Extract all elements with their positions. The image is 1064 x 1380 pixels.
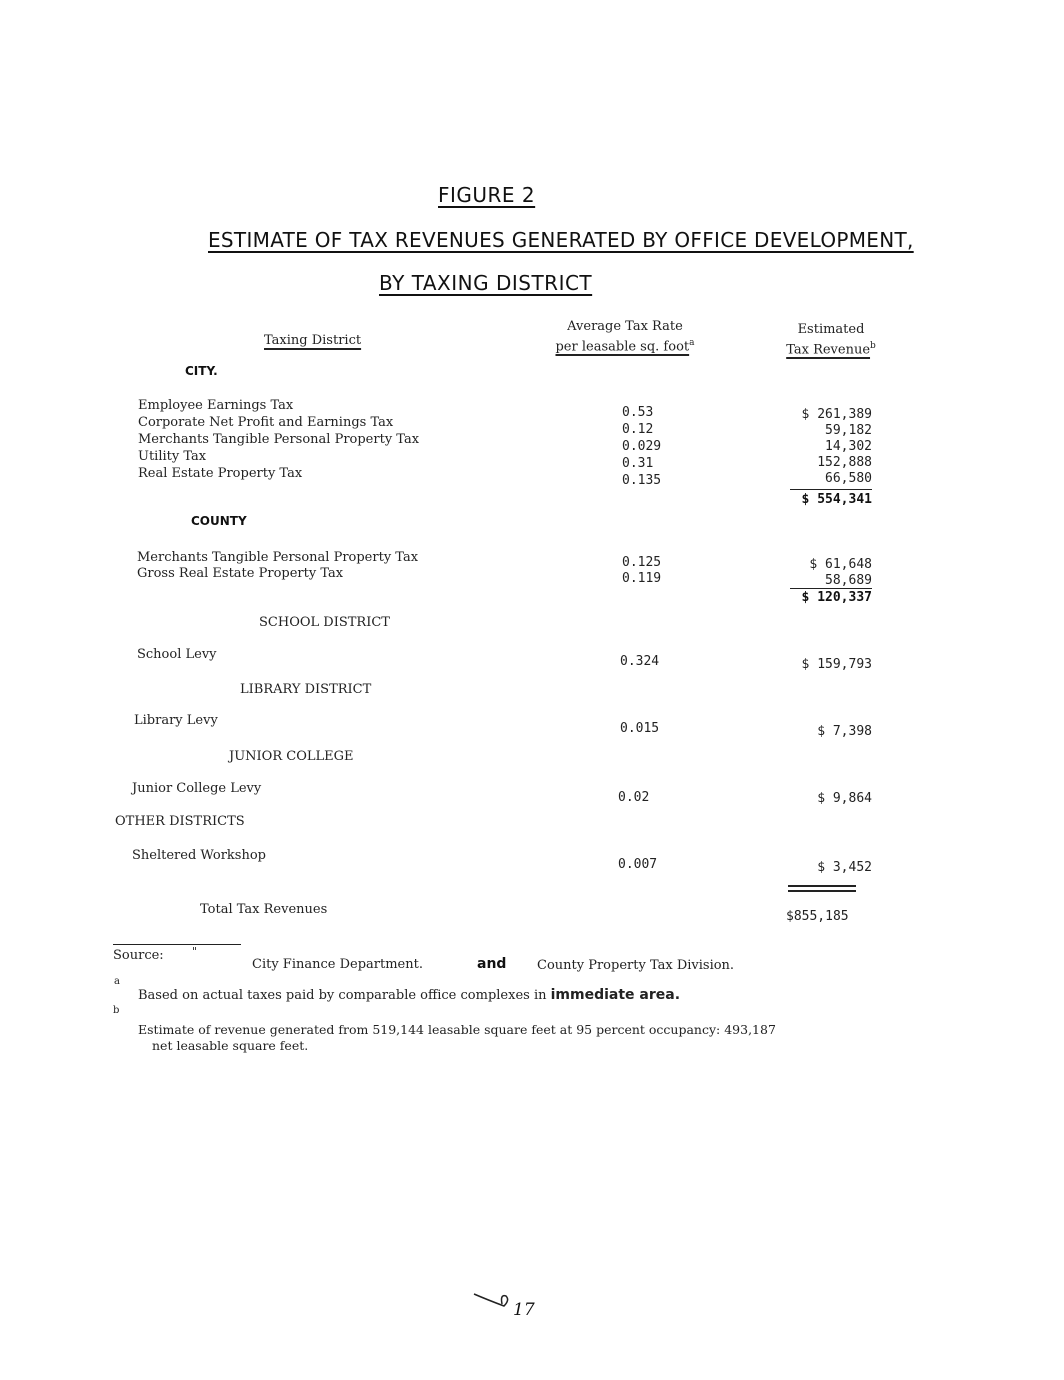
revenue-value: 66,580 bbox=[825, 471, 872, 486]
source-part2: County Property Tax Division. bbox=[537, 958, 735, 973]
list-item: Corporate Net Profit and Earnings Tax bbox=[138, 415, 394, 430]
col-header-revenue-line2-wrap bbox=[776, 338, 886, 358]
divider bbox=[788, 890, 856, 892]
revenue-value: $ 159,793 bbox=[801, 657, 872, 672]
col-header-revenue bbox=[776, 322, 886, 358]
figure-label: FIGURE 2 bbox=[438, 183, 536, 207]
source-mark: " bbox=[192, 945, 198, 958]
source-part1: City Finance Department. bbox=[252, 957, 423, 972]
rate-value: 0.02 bbox=[618, 790, 650, 805]
rate-value: 0.029 bbox=[622, 439, 662, 454]
list-item: Gross Real Estate Property Tax bbox=[137, 566, 344, 581]
total-label: Total Tax Revenues bbox=[200, 902, 328, 917]
footnote-b-line1: Estimate of revenue generated from 519,144 leasable square feet at 95 percent occupancy: 493,187 bbox=[138, 1022, 776, 1037]
revenue-value: $ 3,452 bbox=[817, 860, 872, 875]
footnote-a-text bbox=[138, 987, 680, 1003]
col-header-rate bbox=[530, 319, 720, 355]
col-header-rate-line2: per leasable sq. foot bbox=[555, 339, 690, 355]
county-rates bbox=[622, 555, 661, 587]
footnote-b-line2: net leasable square feet. bbox=[152, 1038, 309, 1053]
page-number: 17 bbox=[513, 1300, 535, 1320]
rate-value: 0.324 bbox=[620, 654, 660, 669]
rate-value: 0.015 bbox=[620, 721, 660, 736]
footnote-a-mark: a bbox=[114, 976, 120, 987]
revenue-value: $ 261,389 bbox=[801, 407, 872, 422]
col-header-district: Taxing District bbox=[264, 333, 362, 348]
footnote-a-text-part2: immediate area. bbox=[550, 987, 681, 1003]
col-header-rate-line1: Average Tax Rate bbox=[567, 319, 683, 334]
divider bbox=[788, 885, 856, 887]
footnote-a-text-part1: Based on actual taxes paid by comparable office complexes in bbox=[138, 988, 547, 1003]
rate-value: 0.125 bbox=[622, 555, 662, 570]
footnote-b-mark: b bbox=[113, 1005, 120, 1016]
source-label: Source: bbox=[113, 948, 164, 963]
list-item: Utility Tax bbox=[138, 449, 207, 464]
list-item: Junior College Levy bbox=[132, 781, 262, 796]
section-label-junior-college: JUNIOR COLLEGE bbox=[229, 749, 354, 764]
col-header-rate-note: a bbox=[689, 338, 695, 348]
revenue-value: 152,888 bbox=[817, 455, 872, 470]
divider bbox=[790, 489, 872, 490]
footnote-b-text bbox=[138, 1022, 776, 1054]
rate-value: 0.007 bbox=[618, 857, 658, 872]
rate-value: 0.12 bbox=[622, 422, 654, 437]
revenue-value: 59,182 bbox=[825, 423, 872, 438]
col-header-revenue-note: b bbox=[870, 341, 876, 351]
section-label-city: CITY. bbox=[185, 364, 218, 378]
revenue-value: $ 61,648 bbox=[809, 557, 872, 572]
revenue-value: 58,689 bbox=[825, 573, 872, 588]
city-names bbox=[138, 397, 419, 482]
divider bbox=[113, 944, 241, 945]
page-subtitle: BY TAXING DISTRICT bbox=[379, 271, 593, 295]
list-item: School Levy bbox=[137, 647, 217, 662]
list-item: Sheltered Workshop bbox=[132, 848, 266, 863]
total-value: $855,185 bbox=[786, 909, 849, 924]
section-label-school: SCHOOL DISTRICT bbox=[259, 615, 390, 630]
list-item: Real Estate Property Tax bbox=[138, 466, 303, 481]
city-subtotal: $ 554,341 bbox=[801, 492, 872, 507]
city-revenues bbox=[802, 407, 872, 487]
section-label-library: LIBRARY DISTRICT bbox=[240, 682, 372, 697]
county-subtotal: $ 120,337 bbox=[801, 590, 872, 605]
page-title: ESTIMATE OF TAX REVENUES GENERATED BY OFFICE DEVELOPMENT, bbox=[208, 228, 914, 252]
source-and: and bbox=[477, 956, 507, 972]
city-rates bbox=[622, 404, 661, 489]
section-label-county: COUNTY bbox=[191, 514, 247, 528]
list-item: Merchants Tangible Personal Property Tax bbox=[137, 550, 419, 565]
rate-value: 0.31 bbox=[622, 456, 654, 471]
page-number-mark bbox=[470, 1286, 550, 1326]
section-label-other: OTHER DISTRICTS bbox=[115, 814, 245, 829]
county-names bbox=[137, 550, 418, 582]
revenue-value: $ 7,398 bbox=[817, 724, 872, 739]
rate-value: 0.119 bbox=[622, 571, 662, 586]
county-revenues bbox=[809, 557, 872, 589]
list-item: Employee Earnings Tax bbox=[138, 398, 294, 413]
col-header-rate-line2-wrap bbox=[530, 335, 720, 355]
list-item: Library Levy bbox=[134, 713, 218, 728]
col-header-revenue-line1: Estimated bbox=[797, 322, 865, 337]
rate-value: 0.53 bbox=[622, 405, 654, 420]
rate-value: 0.135 bbox=[622, 473, 662, 488]
divider bbox=[790, 588, 872, 589]
revenue-value: $ 9,864 bbox=[817, 791, 872, 806]
col-header-revenue-line2: Tax Revenue bbox=[786, 342, 871, 358]
handwritten-stroke bbox=[474, 1294, 508, 1306]
revenue-value: 14,302 bbox=[825, 439, 872, 454]
list-item: Merchants Tangible Personal Property Tax bbox=[138, 432, 420, 447]
